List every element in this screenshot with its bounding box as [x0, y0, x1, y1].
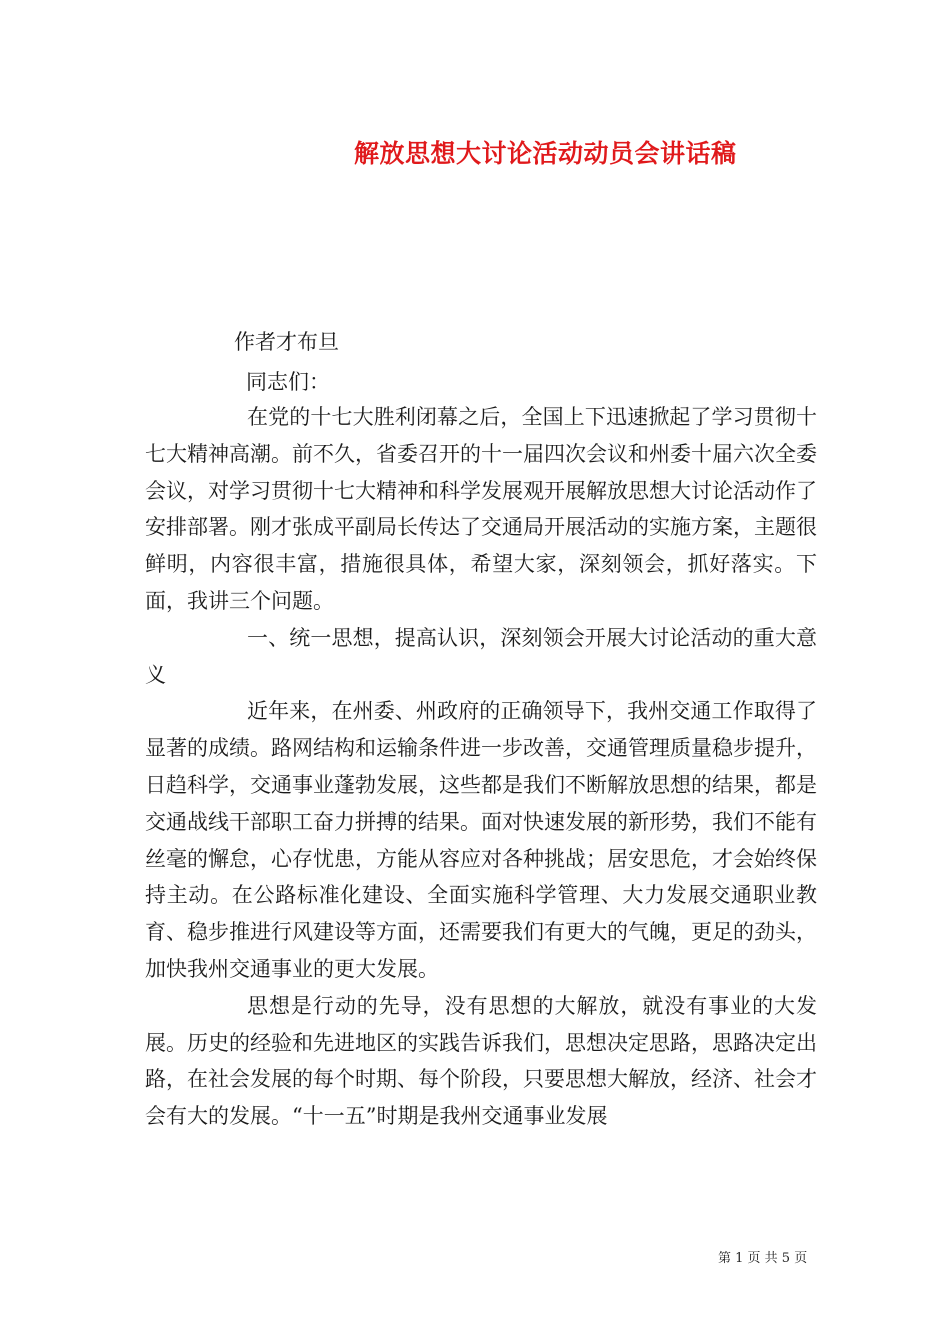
- section-heading-1: 一、统一思想，提高认识，深刻领会开展大讨论活动的重大意义: [145, 625, 817, 687]
- author-line: 作者才布旦: [234, 330, 339, 354]
- document-body: [145, 399, 817, 1135]
- paragraph-thought: 思想是行动的先导，没有思想的大解放，就没有事业的大发展。历史的经验和先进地区的实践告诉我们，思想决定思路，思路决定出路，在社会发展的每个时期、每个阶段，只要思想大解放，经济、社会才会有大的发展。“十一五”时期是我州交通事业发展: [145, 993, 817, 1129]
- paragraph-intro: 在党的十七大胜利闭幕之后，全国上下迅速掀起了学习贯彻十七大精神高潮。前不久，省委召开的十一届四次会议和州委十届六次全委会议，对学习贯彻十七大精神和科学发展观开展解放思想大讨论活动作了安排部署。刚才张成平副局长传达了交通局开展活动的实施方案，主题很鲜明，内容很丰富，措施很具体，希望大家，深刻领会，抓好落实。下面，我讲三个问题。: [145, 405, 817, 613]
- page-number: 第 1 页 共 5 页: [718, 1251, 808, 1266]
- paragraph-achievements: 近年来，在州委、州政府的正确领导下，我州交通工作取得了显著的成绩。路网结构和运输条件进一步改善，交通管理质量稳步提升，日趋科学，交通事业蓬勃发展，这些都是我们不断解放思想的结果，都是交通战线干部职工奋力拼搏的结果。面对快速发展的新形势，我们不能有丝毫的懈怠，心存忧患，方能从容应对各种挑战；居安思危，才会始终保持主动。在公路标准化建设、全面实施科学管理、大力发展交通职业教育、稳步推进行风建设等方面，还需要我们有更大的气魄，更足的劲头，加快我州交通事业的更大发展。: [145, 699, 817, 981]
- greeting: 同志们：: [246, 370, 330, 394]
- document-title: 解放思想大讨论活动动员会讲话稿: [354, 139, 737, 168]
